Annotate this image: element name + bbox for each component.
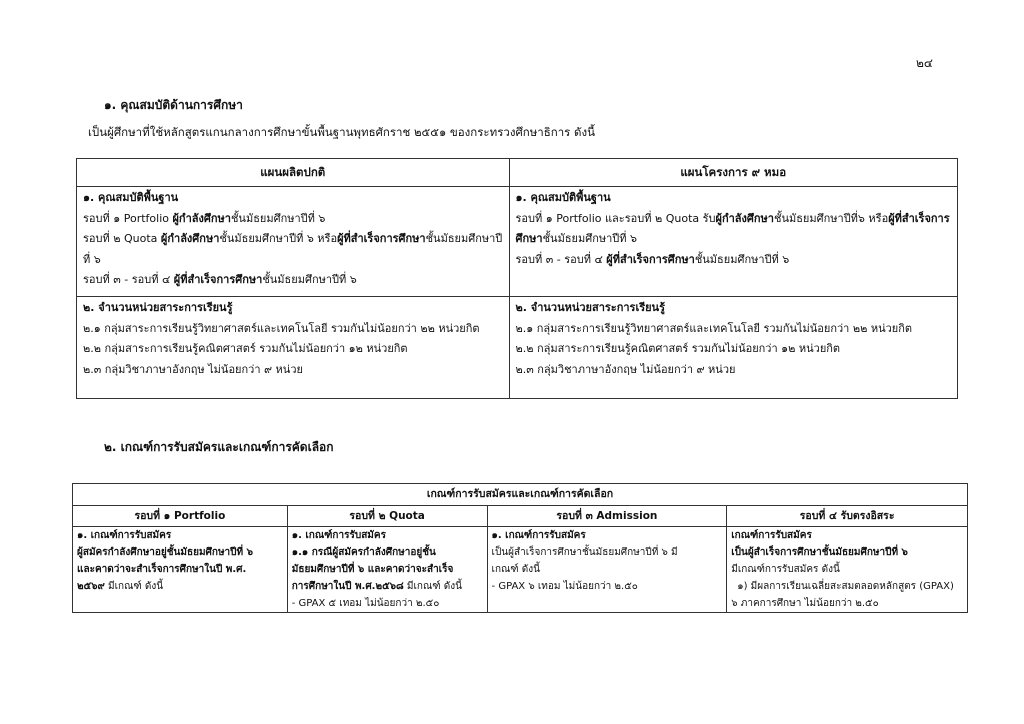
cell-line: มีเกณฑ์การรับสมัคร ดังนี้ — [731, 564, 840, 575]
cell-title: เกณฑ์การรับสมัคร — [731, 530, 812, 541]
cell-regular-basic — [77, 187, 510, 297]
cell-line: ๒.๑ กลุ่มสาระการเรียนรู้วิทยาศาสตร์และเทคโนโลยี รวมกันไม่น้อยกว่า ๒๒ หน่วยกิต — [83, 321, 480, 335]
cell-round2 — [287, 527, 487, 613]
cell-line: มัธยมศึกษาปีที่ ๖ และคาดว่าจะสำเร็จ — [291, 564, 454, 575]
cell-title: ๑. เกณฑ์การรับสมัคร — [291, 530, 386, 541]
header-round1: รอบที่ ๑ Portfolio — [73, 506, 288, 527]
cell-line: - GPAX ๕ เทอม ไม่น้อยกว่า ๒.๕๐ — [291, 598, 440, 609]
cell-title: ๑. เกณฑ์การรับสมัคร — [77, 530, 172, 541]
cell-title: ๒. จำนวนหน่วยสาระการเรียนรู้ — [515, 301, 665, 314]
cell-title: ๑. คุณสมบัติพื้นฐาน — [83, 191, 179, 204]
cell-line: รอบที่ ๓ - รอบที่ ๔ ผู้ที่สำเร็จการศึกษาชั้นมัธยมศึกษาปีที่ ๖ — [515, 252, 790, 266]
cell-title: ๑. เกณฑ์การรับสมัคร — [491, 530, 586, 541]
section2-heading: ๒. เกณฑ์การรับสมัครและเกณฑ์การคัดเลือก — [104, 440, 334, 454]
cell-line: ๖ ภาคการศึกษา ไม่น้อยกว่า ๒.๕๐ — [731, 598, 879, 609]
cell-line: รอบที่ ๑ Portfolio และรอบที่ ๒ Quota รับผู้กำลังศึกษาชั้นมัธยมศึกษาปีที่๖ หรือผู้ที่สำเร็จการศึกษาชั้นมัธยมศึกษาปีที่ ๖ — [515, 211, 950, 245]
header-round4: รอบที่ ๔ รับตรงอิสระ — [727, 506, 968, 527]
cell-round1 — [73, 527, 288, 613]
cell-line: ๒.๒ กลุ่มสาระการเรียนรู้คณิตศาสตร์ รวมกันไม่น้อยกว่า ๑๒ หน่วยกิต — [515, 342, 841, 355]
cell-line: และคาดว่าจะสำเร็จการศึกษาในปี พ.ศ. — [77, 564, 247, 575]
cell-9-doctors-units — [509, 297, 958, 399]
col-header-regular-plan: แผนผลิตปกติ — [77, 159, 510, 187]
cell-line: การศึกษาในปี พ.ศ.๒๕๖๘ มีเกณฑ์ ดังนี้ — [291, 581, 462, 592]
cell-line: ๒.๓ กลุ่มวิชาภาษาอังกฤษ ไม่น้อยกว่า ๙ หน่วย — [515, 362, 736, 376]
header-round3: รอบที่ ๓ Admission — [487, 506, 727, 527]
cell-line: เป็นผู้สำเร็จการศึกษาชั้นมัธยมศึกษาปีที่ ๖ มี — [491, 547, 678, 558]
page-number: ๒๔ — [916, 56, 933, 70]
cell-line: ๑.๑ กรณีผู้สมัครกำลังศึกษาอยู่ชั้น — [291, 547, 436, 558]
section1-intro: เป็นผู้ศึกษาที่ใช้หลักสูตรแกนกลางการศึกษาขั้นพื้นฐานพุทธศักราช ๒๕๕๑ ของกระทรวงศึกษาธิการ ดังนี้ — [88, 125, 595, 139]
header-round2: รอบที่ ๒ Quota — [287, 506, 487, 527]
cell-line: เกณฑ์ ดังนี้ — [491, 564, 540, 575]
cell-line: ๒.๓ กลุ่มวิชาภาษาอังกฤษ ไม่น้อยกว่า ๙ หน่วย — [83, 362, 303, 376]
cell-title: ๑. คุณสมบัติพื้นฐาน — [515, 191, 611, 204]
admission-criteria-table — [72, 483, 968, 613]
cell-line: - GPAX ๖ เทอม ไม่น้อยกว่า ๒.๕๐ — [491, 581, 638, 592]
cell-line: รอบที่ ๓ - รอบที่ ๔ ผู้ที่สำเร็จการศึกษาชั้นมัธยมศึกษาปีที่ ๖ — [83, 273, 357, 286]
cell-line: ผู้สมัครกำลังศึกษาอยู่ชั้นมัธยมศึกษาปีที่ ๖ — [77, 547, 253, 558]
table-title: เกณฑ์การรับสมัครและเกณฑ์การคัดเลือก — [73, 484, 968, 506]
qualification-table — [76, 158, 958, 399]
col-header-9-doctors-plan: แผนโครงการ ๙ หมอ — [509, 159, 958, 187]
cell-line: ๒.๒ กลุ่มสาระการเรียนรู้คณิตศาสตร์ รวมกันไม่น้อยกว่า ๑๒ หน่วยกิต — [83, 342, 408, 355]
cell-line: รอบที่ ๑ Portfolio ผู้กำลังศึกษาชั้นมัธยมศึกษาปีที่ ๖ — [83, 211, 326, 225]
cell-line: ๒๕๖๙ มีเกณฑ์ ดังนี้ — [77, 581, 164, 592]
cell-line: เป็นผู้สำเร็จการศึกษาชั้นมัธยมศึกษาปีที่ ๖ — [731, 547, 908, 558]
cell-regular-units — [77, 297, 510, 399]
cell-title: ๒. จำนวนหน่วยสาระการเรียนรู้ — [83, 301, 233, 314]
cell-9-doctors-basic — [509, 187, 958, 297]
cell-round4 — [727, 527, 968, 613]
cell-line: รอบที่ ๒ Quota ผู้กำลังศึกษาชั้นมัธยมศึกษาปีที่ ๖ หรือผู้ที่สำเร็จการศึกษาชั้นมัธยมศึกษาปีที่ ๖ — [83, 232, 503, 266]
section1-heading: ๑. คุณสมบัติด้านการศึกษา — [104, 98, 243, 112]
cell-round3 — [487, 527, 727, 613]
cell-line: ๒.๑ กลุ่มสาระการเรียนรู้วิทยาศาสตร์และเทคโนโลยี รวมกันไม่น้อยกว่า ๒๒ หน่วยกิต — [515, 321, 913, 335]
cell-line: ๑) มีผลการเรียนเฉลี่ยสะสมตลอดหลักสูตร (GPAX) — [737, 581, 954, 592]
